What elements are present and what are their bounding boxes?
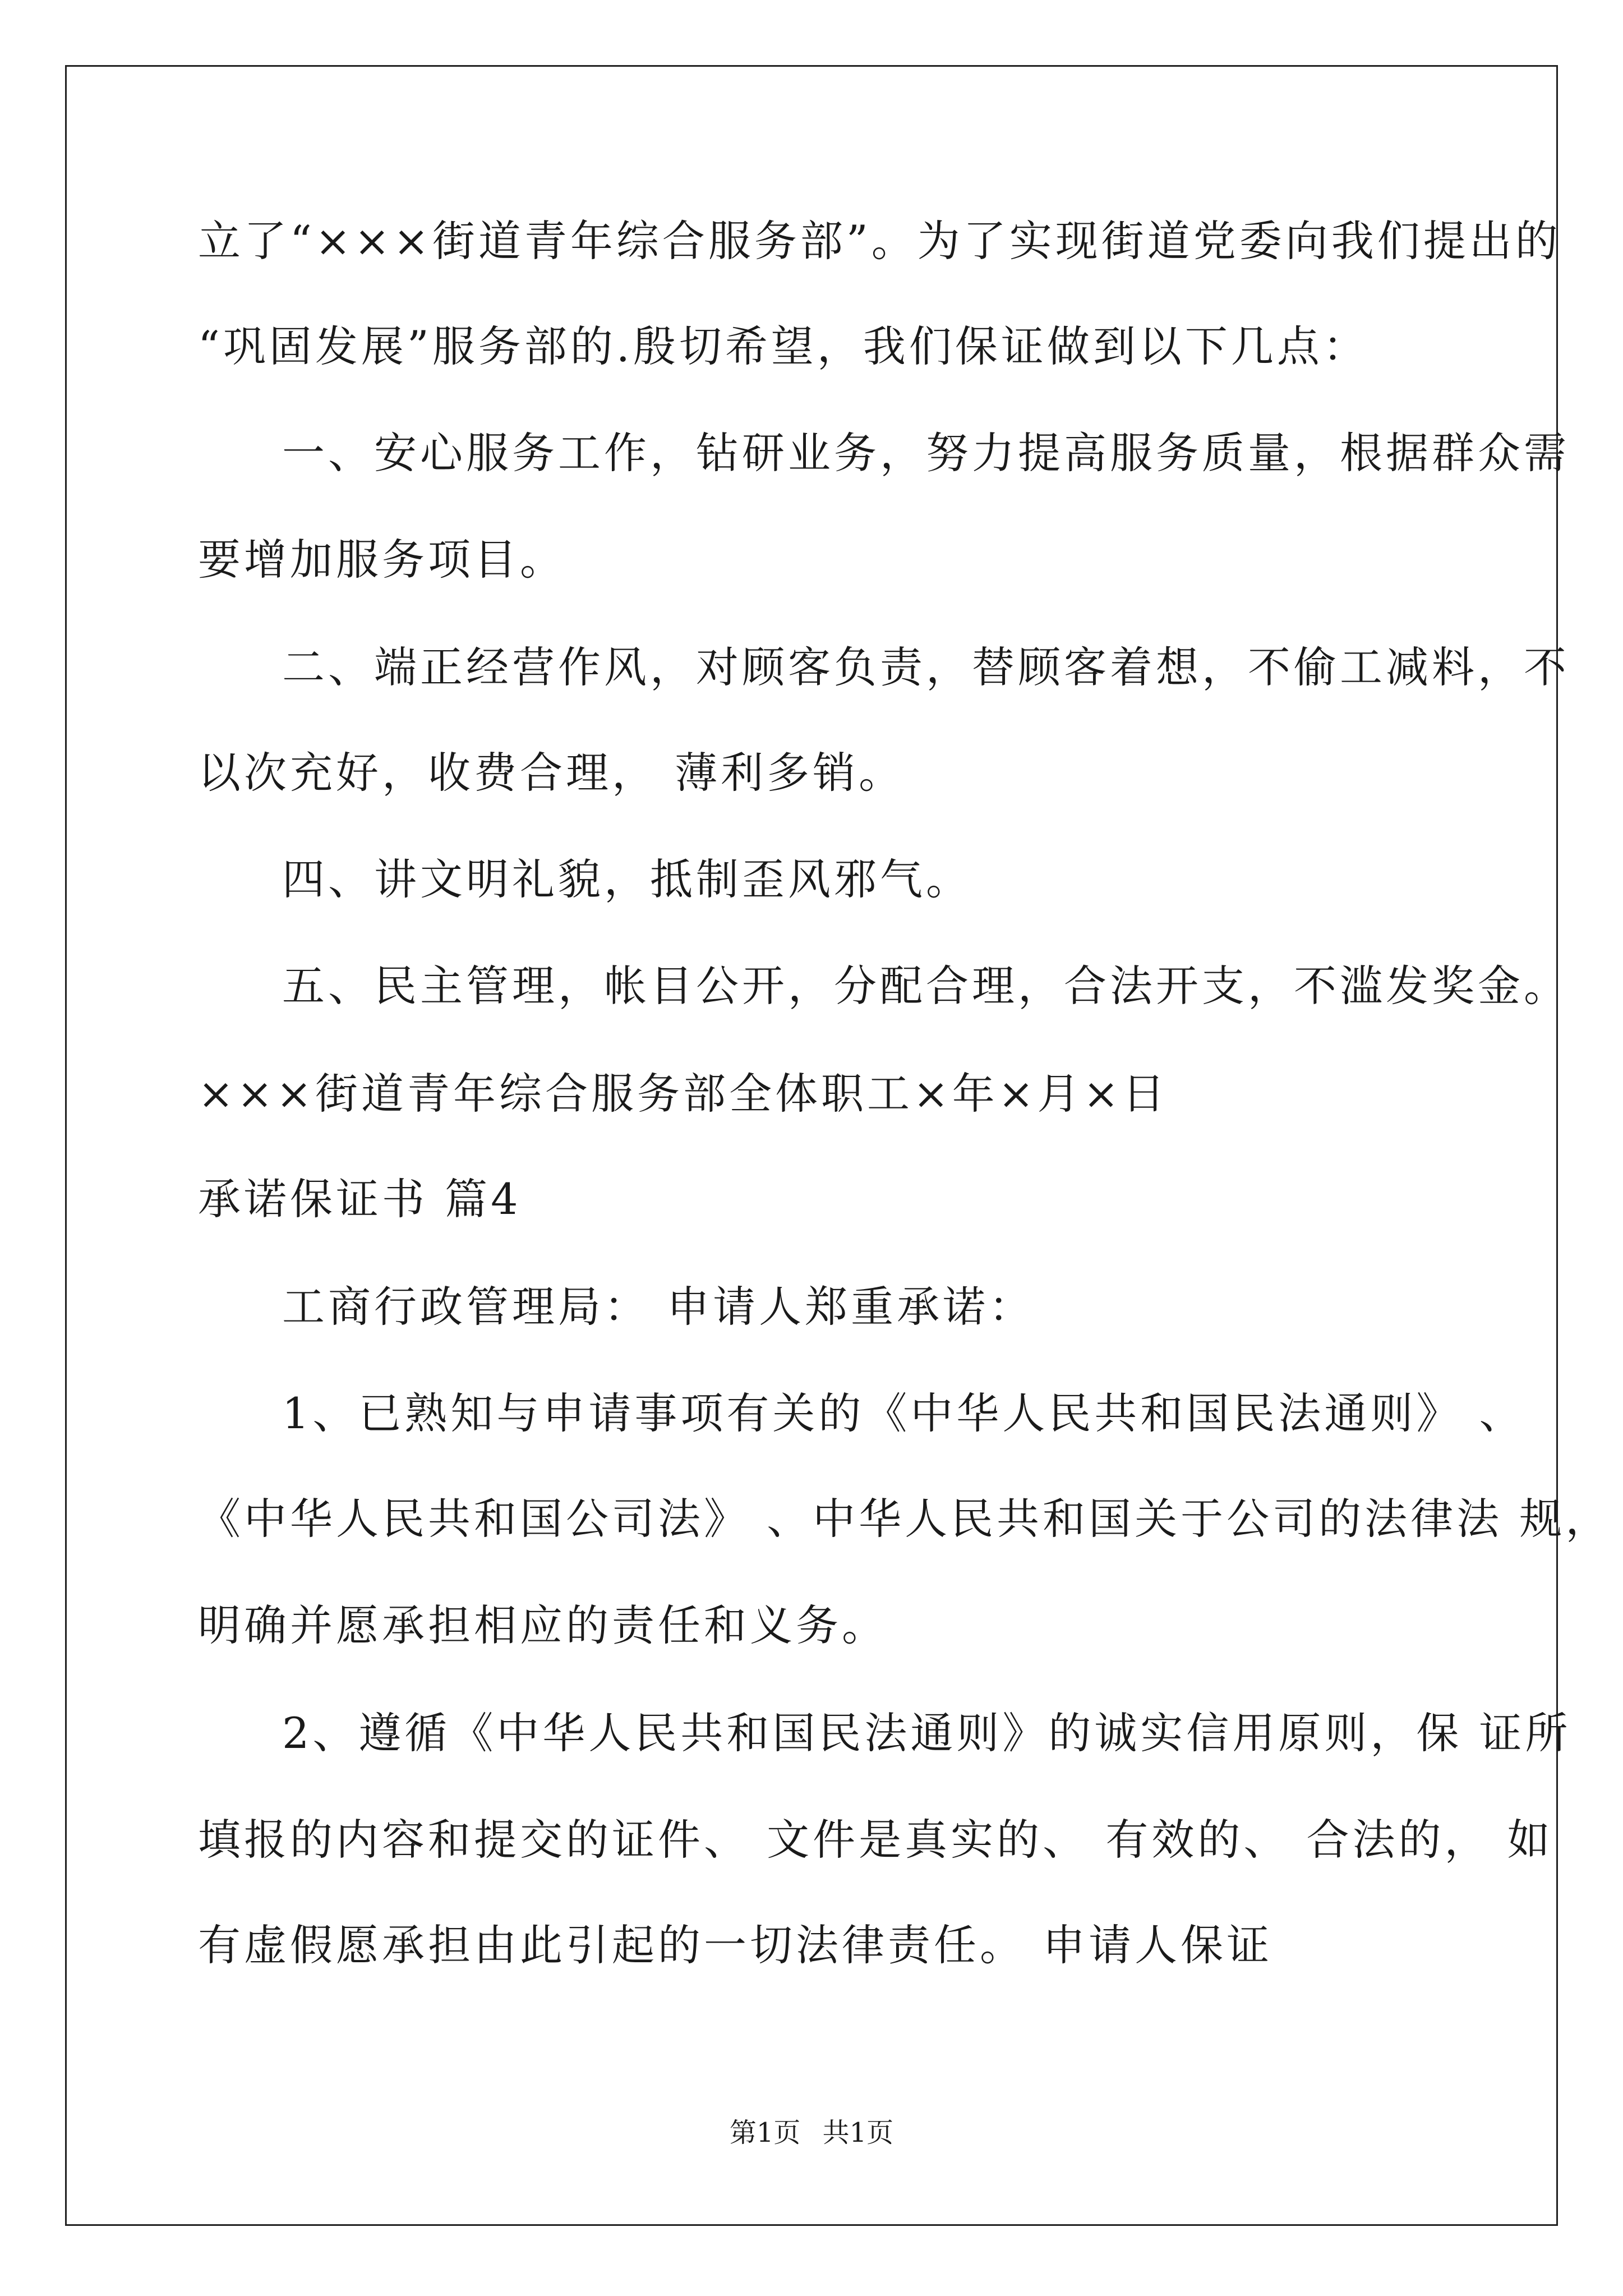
section-title: 承诺保证书 篇4 [198, 1174, 522, 1224]
page-footer [0, 2116, 1623, 2150]
signature-line: ×××街道青年综合服务部全体职工×年×月×日 [198, 1069, 1169, 1119]
text-line: 要增加服务项目。 [198, 535, 566, 585]
page-total: 共1页 [822, 2117, 894, 2148]
text-line: 以次充好，收费合理， 薄利多销。 [198, 748, 905, 798]
text-line: 五、民主管理，帐目公开，分配合理，合法开支，不滥发奖金。 [282, 961, 1570, 1011]
text-line: 有虚假愿承担由此引起的一切法律责任。 申请人保证 [198, 1920, 1273, 1970]
text-line: 1、已熟知与申请事项有关的《中华人民共和国民法通则》 、 [282, 1388, 1525, 1438]
text-line: 《中华人民共和国公司法》 、中华人民共和国关于公司的法律法 规， [198, 1494, 1612, 1544]
text-line: 立了“×××街道青年综合服务部”。为了实现街道党委向我们提出的 [198, 216, 1561, 266]
page-border [65, 65, 1558, 2226]
text-line: 明确并愿承担相应的责任和义务。 [198, 1600, 888, 1650]
text-line: 二、端正经营作风，对顾客负责，替顾客着想，不偷工减料，不 [282, 642, 1570, 692]
text-line: 2、遵循《中华人民共和国民法通则》的诚实信用原则，保 证所 [282, 1708, 1571, 1758]
text-line: 一、安心服务工作，钻研业务，努力提高服务质量，根据群众需 [282, 428, 1570, 478]
page-number: 第1页 [729, 2117, 801, 2148]
text-line: “巩固发展”服务部的.殷切希望，我们保证做到以下几点： [198, 321, 1369, 371]
text-line: 四、讲文明礼貌，抵制歪风邪气。 [282, 854, 972, 904]
text-line: 工商行政管理局： 申请人郑重承诺： [282, 1282, 1035, 1332]
text-line: 填报的内容和提交的证件、 文件是真实的、 有效的、 合法的， 如 [198, 1815, 1553, 1865]
